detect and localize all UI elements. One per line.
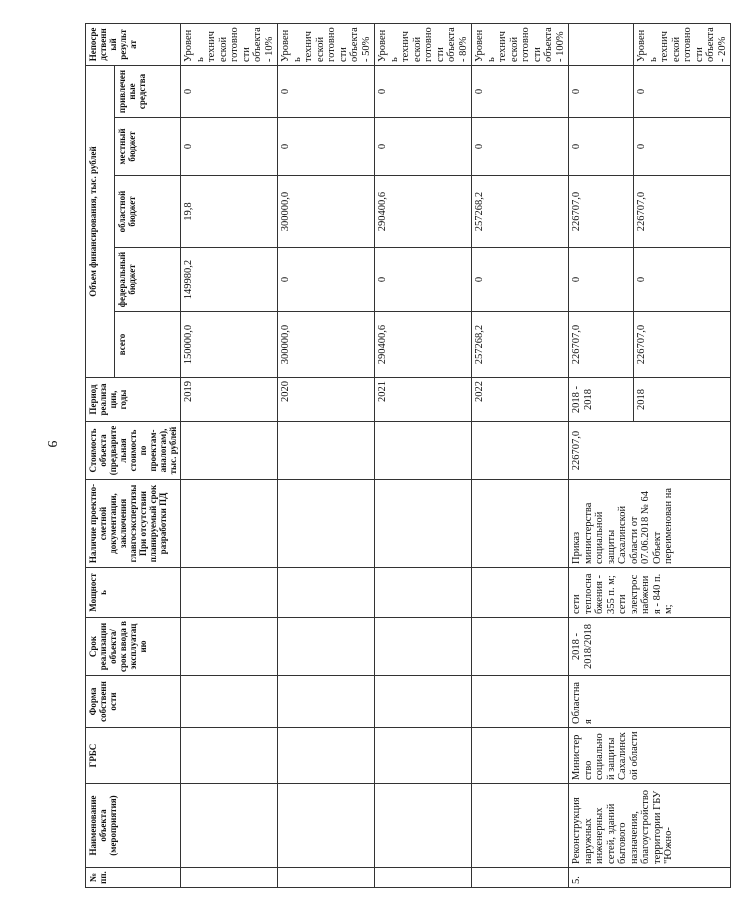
header-attracted: привлеченные средства [115, 65, 181, 117]
period-cell: 2019 [181, 378, 278, 422]
regional-cell: 257268,2 [472, 176, 569, 248]
period-cell: 2018 [634, 378, 731, 422]
period-cell: 2022 [472, 378, 569, 422]
header-total: всего [115, 312, 181, 378]
header-federal: федеральный бюджет [115, 248, 181, 312]
total-cell: 226707,0 [634, 312, 731, 378]
total-cell: 226707,0 [569, 312, 634, 378]
federal-cell: 0 [634, 248, 731, 312]
table-row [472, 23, 569, 887]
result-cell: Уровень технической готовности объекта - 100% [472, 23, 569, 65]
total-cell: 300000,0 [278, 312, 375, 378]
federal-cell: 0 [569, 248, 634, 312]
header-docs: Наличие проектно-сметной документации, заключения главгосэкспертизы При отсутствии планируемый срок разработки ПД [86, 480, 181, 568]
federal-cell: 0 [375, 248, 472, 312]
federal-cell: 149980,2 [181, 248, 278, 312]
local-cell: 0 [569, 118, 634, 176]
result-cell [569, 23, 634, 65]
local-cell: 0 [472, 118, 569, 176]
table-row [375, 23, 472, 887]
capacity-cell: сети теплоснабжения - 355 п. м; сети электроснабжения - 840 п. м; [569, 568, 731, 618]
regional-cell: 19,8 [181, 176, 278, 248]
result-cell: Уровень технической готовности объекта - 10% [181, 23, 278, 65]
term-cell: 2018 - 2018/2018 [569, 618, 731, 676]
federal-cell: 0 [472, 248, 569, 312]
header-ownership: Форма собственности [86, 676, 181, 728]
period-cell: 2021 [375, 378, 472, 422]
local-cell: 0 [375, 118, 472, 176]
docs-cell: Приказ министерства социальной защиты Сахалинской области от 07.06.2018 № 64 Объект переименован на [569, 480, 731, 568]
header-term: Срок реализации объекта/срок ввода в эксплуатацию [86, 618, 181, 676]
local-cell: 0 [181, 118, 278, 176]
attracted-cell: 0 [634, 65, 731, 117]
header-capacity: Мощность [86, 568, 181, 618]
period-cell: 2020 [278, 378, 375, 422]
table-row [278, 23, 375, 887]
result-cell: Уровень технической готовности объекта - 80% [375, 23, 472, 65]
header-result: Непосредственный результат [86, 23, 181, 65]
attracted-cell: 0 [375, 65, 472, 117]
attracted-cell: 0 [472, 65, 569, 117]
regional-cell: 226707,0 [634, 176, 731, 248]
attracted-cell: 0 [278, 65, 375, 117]
header-cost: Стоимость объекта (предварительная стоимость по проектам-аналогам), тыс. рублей [86, 422, 181, 480]
total-cell: 257268,2 [472, 312, 569, 378]
rotated-table-container [85, 24, 731, 888]
object-name: Реконструкция наружных инженерных сетей, зданий бытового назначения, благоустройство территории ГБУ "Южно- [569, 784, 731, 868]
local-cell: 0 [634, 118, 731, 176]
header-num: № пп. [86, 868, 181, 888]
cost-cell: 226707,0 [569, 422, 731, 480]
regional-cell: 290400,6 [375, 176, 472, 248]
header-local: местный бюджет [115, 118, 181, 176]
header-grbs: ГРБС [86, 728, 181, 784]
table-row [569, 23, 634, 887]
row-number: 5. [569, 868, 731, 888]
total-cell: 150000,0 [181, 312, 278, 378]
page-number: 9 [44, 440, 59, 448]
header-period: Период реализации, годы [86, 378, 181, 422]
header-regional: областной бюджет [115, 176, 181, 248]
funding-table [85, 23, 731, 888]
header-funding: Объем финансирования, тыс. рублей [86, 65, 115, 377]
total-cell: 290400,6 [375, 312, 472, 378]
result-cell: Уровень технической готовности объекта - 20% [634, 23, 731, 65]
result-cell: Уровень технической готовности объекта - 50% [278, 23, 375, 65]
period-cell: 2018 - 2018 [569, 378, 634, 422]
local-cell: 0 [278, 118, 375, 176]
header-name: Наименование объекта (мероприятия) [86, 784, 181, 868]
regional-cell: 226707,0 [569, 176, 634, 248]
regional-cell: 300000,0 [278, 176, 375, 248]
ownership-cell: Областная [569, 676, 731, 728]
federal-cell: 0 [278, 248, 375, 312]
table-row [181, 23, 278, 887]
grbs-cell: Министерство социальной защиты Сахалинской области [569, 728, 731, 784]
attracted-cell: 0 [569, 65, 634, 117]
attracted-cell: 0 [181, 65, 278, 117]
